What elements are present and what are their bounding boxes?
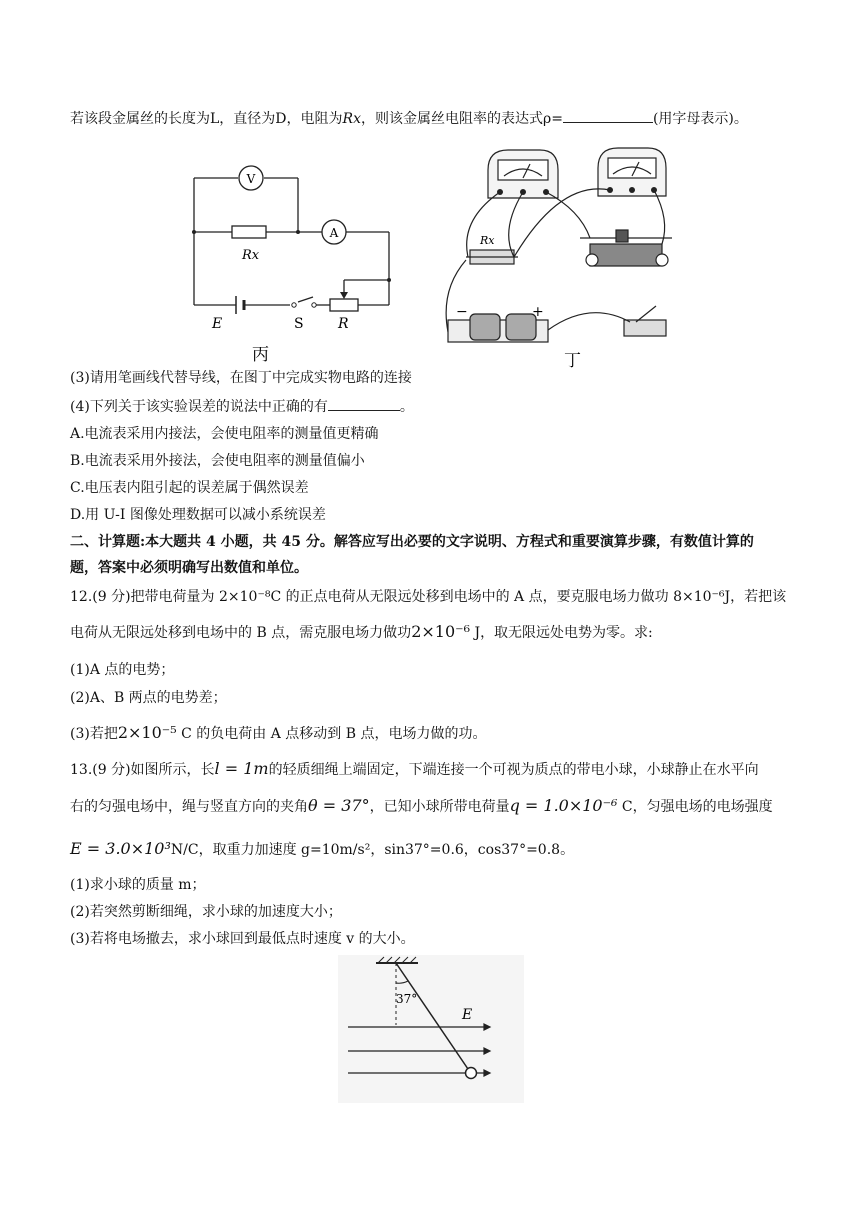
q13-line2-end: C，匀强电场的电场强度 — [617, 799, 773, 815]
question-4-end: 。 — [399, 399, 414, 415]
q13-line2-mid: ，已知小球所带电荷量 — [369, 799, 510, 815]
q13-sub2: (2)若突然剪断细绳，求小球的加速度大小； — [70, 904, 342, 920]
resistivity-question-line — [70, 108, 748, 129]
rx-label: Rx — [342, 111, 361, 127]
battery-plus-label: + — [532, 304, 544, 320]
q12-line2 — [70, 622, 653, 643]
source-label: E — [212, 316, 223, 332]
section-2-heading-line1: 二、计算题:本大题共 4 小题，共 45 分。解答应写出必要的文字说明、方程式和重要演算步骤，有数值计算的 — [70, 534, 754, 550]
q13-field-value: E = 3.0×10³ — [70, 839, 171, 858]
apparatus-figure-ding — [440, 140, 680, 370]
switch-device — [624, 306, 666, 336]
q12-sub3 — [70, 723, 486, 744]
switch-label: S — [294, 316, 304, 332]
q13-line1-text: 13.(9 分)如图所示，长 — [70, 762, 215, 778]
circuit-schematic-bing — [180, 160, 410, 365]
q12-sub3-text: (3)若把 — [70, 726, 118, 742]
question-text-middle: ，则该金属丝电阻率的表达式ρ= — [360, 111, 563, 127]
q13-line2 — [70, 796, 773, 817]
q12-sub2: (2)A、B 两点的电势差； — [70, 690, 227, 706]
q13-line2-text: 右的匀强电场中，绳与竖直方向的夹角 — [70, 799, 308, 815]
question-text-before: 若该段金属丝的长度为L，直径为D，电阻为 — [70, 111, 343, 127]
q13-sub1: (1)求小球的质量 m； — [70, 877, 206, 893]
q13-length-value: l = 1m — [214, 759, 269, 778]
question-4-blank[interactable] — [328, 396, 400, 411]
rheostat-label: R — [338, 316, 349, 332]
q13-sub3: (3)若将电场撤去，求小球回到最低点时速度 v 的大小。 — [70, 931, 415, 947]
charged-ball — [466, 1068, 477, 1079]
figure-caption-ding: 丁 — [564, 351, 581, 370]
figure-caption-bing: 丙 — [252, 345, 269, 365]
question-4 — [70, 396, 414, 417]
q12-sub1: (1)A 点的电势； — [70, 662, 175, 678]
q13-line1 — [70, 759, 759, 780]
pendulum-field-figure — [338, 955, 524, 1103]
option-d: D.用 U-I 图像处理数据可以减小系统误差 — [70, 507, 326, 523]
q13-line3 — [70, 839, 574, 860]
q12-sub3-end: C 的负电荷由 A 点移动到 B 点，电场力做的功。 — [176, 726, 487, 742]
rx-symbol — [343, 111, 361, 127]
option-a: A.电流表采用内接法，会使电阻率的测量值更精确 — [70, 426, 379, 442]
q13-charge-value: q = 1.0×10⁻⁶ — [509, 796, 618, 815]
section-2-heading-line2: 题，答案中必须明确写出数值和单位。 — [70, 560, 308, 576]
option-b: B.电流表采用外接法，会使电阻率的测量值偏小 — [70, 453, 365, 469]
q12-charge-value: 2×10⁻⁵ — [117, 723, 177, 742]
option-c: C.电压表内阻引起的误差属于偶然误差 — [70, 480, 309, 496]
q13-line1-end: 的轻质细绳上端固定，下端连接一个可视为质点的带电小球，小球静止在水平向 — [268, 762, 759, 778]
q13-angle-value: θ = 37° — [308, 796, 370, 815]
rheostat-device — [580, 230, 672, 266]
question-3-connect: (3)请用笔画线代替导线，在图丁中完成实物电路的连接 — [70, 370, 412, 386]
resistor-label: Rx — [242, 248, 260, 263]
q13-line3-end: N/C，取重力加速度 g=10m/s²，sin37°=0.6，cos37°=0.8。 — [170, 842, 575, 858]
question-4-text: (4)下列关于该实验误差的说法中正确的有 — [70, 399, 328, 415]
field-label: E — [462, 1007, 473, 1023]
battery-minus-label: − — [456, 304, 468, 320]
q12-line2-end: J，取无限远处电势为零。求: — [470, 625, 653, 641]
angle-label: 37° — [396, 992, 418, 1006]
answer-blank[interactable] — [563, 108, 653, 123]
apparatus-rx-label: Rx — [480, 234, 495, 247]
q12-work-value: 2×10⁻⁶ — [411, 622, 470, 641]
q12-line2-text: 电荷从无限远处移到电场中的 B 点，需克服电场力做功 — [70, 625, 412, 641]
question-text-after: (用字母表示)。 — [652, 111, 748, 127]
q12-line1: 12.(9 分)把带电荷量为 2×10⁻⁸C 的正点电荷从无限远处移到电场中的 A 点，要克服电场力做功 8×10⁻⁶J，若把该 — [70, 589, 787, 605]
voltmeter-label: V — [246, 172, 256, 186]
ammeter-label: A — [329, 226, 339, 240]
